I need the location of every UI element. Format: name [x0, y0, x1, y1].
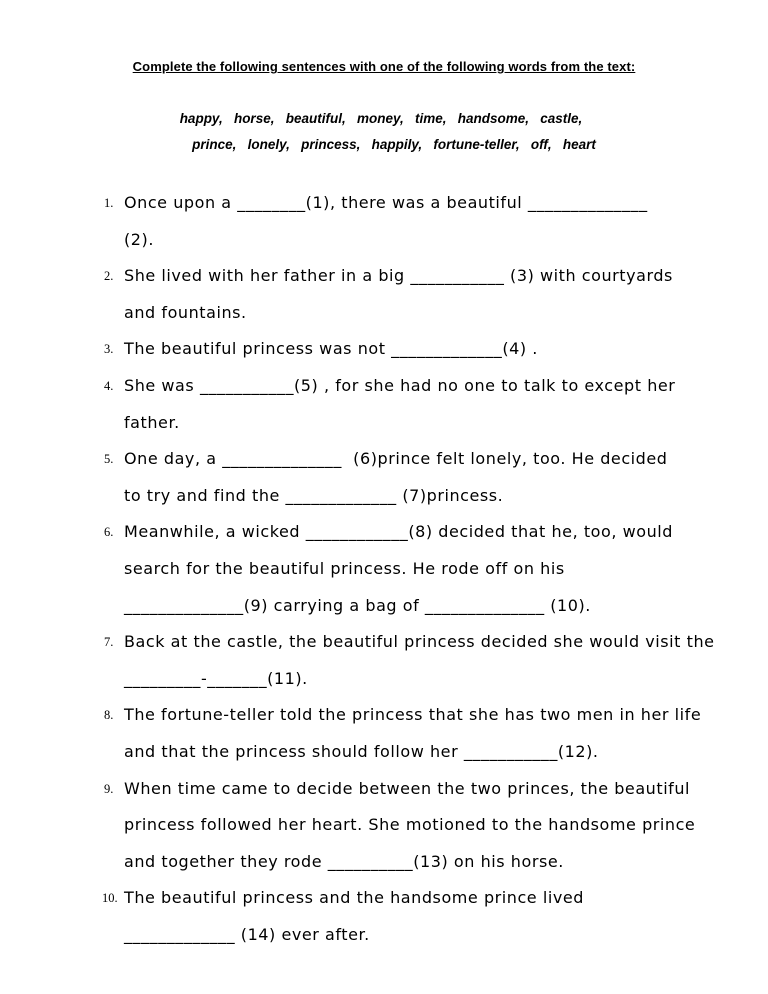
item-number: 9. — [104, 781, 114, 796]
item-number: 5. — [104, 452, 114, 467]
sentence-line: Back at the castle, the beautiful princess decided she would visit the — [124, 632, 715, 652]
item-number: 1. — [104, 196, 114, 210]
sentence-line: and together they rode __________(13) on his horse. — [124, 851, 564, 871]
sentence-line: _____________ (14) ever after. — [124, 925, 370, 944]
item-number: 2. — [104, 269, 114, 284]
sentence-line: Meanwhile, a wicked ____________(8) decided that he, too, would — [124, 522, 673, 542]
sentence-line: _________-_______(11). — [124, 668, 308, 688]
sentence-line: princess followed her heart. She motioned to the handsome prince — [124, 815, 696, 835]
word-bank-row-2: prince, lonely, princess, happily, fortune-teller, off, heart — [192, 137, 596, 152]
sentence-line: to try and find the _____________ (7)princess. — [124, 485, 504, 505]
item-number: 6. — [104, 525, 114, 540]
sentence-line: and fountains. — [124, 302, 247, 322]
sentence-line: Once upon a ________(1), there was a beautiful ______________ — [124, 193, 648, 212]
sentence-line: When time came to decide between the two princes, the beautiful — [124, 778, 691, 798]
sentence-line: father. — [124, 412, 180, 432]
sentence-line: (2). — [124, 229, 154, 249]
item-number: 4. — [104, 379, 114, 393]
sentence-line: The fortune-teller told the princess that she has two men in her life — [124, 705, 702, 725]
item-number: 7. — [104, 635, 114, 650]
sentence-line: One day, a ______________ (6)prince felt lonely, too. He decided — [124, 449, 668, 469]
sentence-line: She lived with her father in a big ___________ (3) with courtyards — [124, 266, 673, 286]
sentence-line: The beautiful princess was not _____________(4) . — [124, 339, 538, 359]
sentence-line: The beautiful princess and the handsome prince lived — [124, 888, 584, 908]
instructions-heading: Complete the following sentences with one of the following words from the text: — [132, 59, 636, 74]
item-number: 10. — [102, 891, 118, 906]
sentence-line: and that the princess should follow her ___________(12). — [124, 742, 599, 761]
sentence-line: search for the beautiful princess. He rode off on his — [124, 559, 565, 578]
item-number: 3. — [104, 342, 114, 357]
sentence-line: She was ___________(5) , for she had no one to talk to except her — [124, 376, 676, 395]
item-number: 8. — [104, 708, 114, 723]
sentence-line: ______________(9) carrying a bag of ______________ (10). — [124, 595, 591, 615]
word-bank-row-1: happy, horse, beautiful, money, time, handsome, castle, — [179, 111, 583, 126]
